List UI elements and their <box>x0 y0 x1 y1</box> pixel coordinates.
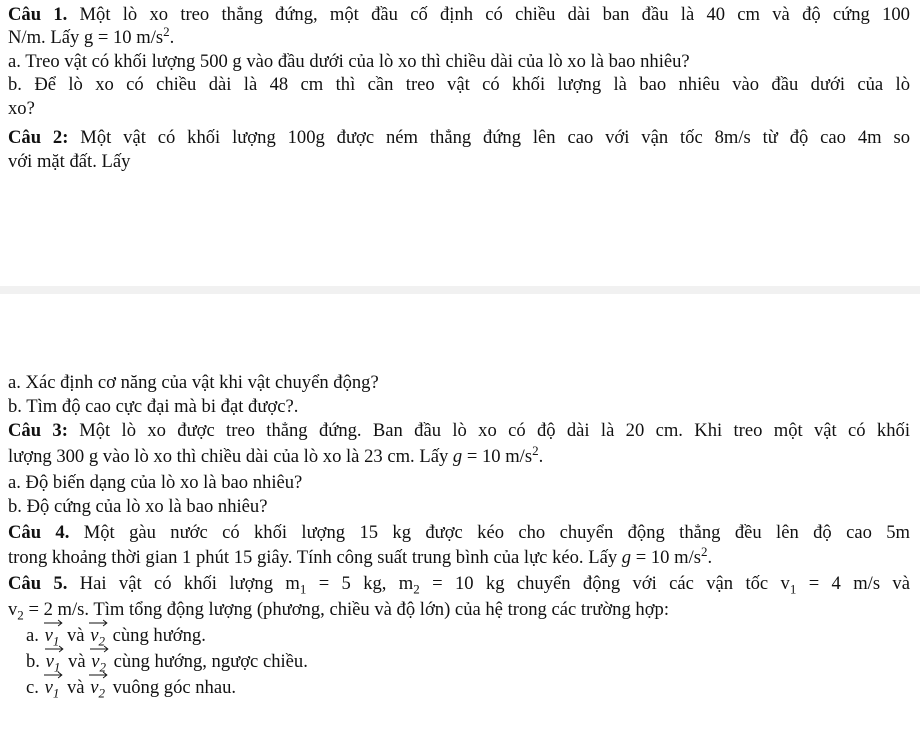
vector-v2-c <box>89 677 108 699</box>
vector-arrow-icon <box>44 671 63 679</box>
v2-subscript: 2 <box>98 633 105 649</box>
vector-arrow-icon <box>45 645 64 653</box>
q5-text-2a: v <box>8 599 18 620</box>
q5-label: Câu 5. <box>8 573 68 594</box>
q5-part-b <box>26 651 308 673</box>
q4-g-value: = 10 m/s <box>631 547 701 568</box>
vector-arrow-icon <box>89 671 108 679</box>
q4-exponent: 2 <box>700 543 708 559</box>
separator-band <box>0 286 920 294</box>
q5-sub-m2: 2 <box>413 581 420 597</box>
q5-part-c-prefix: c. <box>26 677 44 698</box>
q5-part-a-text: cùng hướng. <box>107 625 206 646</box>
q3-text-2: lượng 300 g vào lò xo thì chiều dài của lò xo là 23 cm. Lấy <box>8 446 453 467</box>
vector-arrow-icon <box>44 619 63 627</box>
q3-part-b: b. Độ cứng của lò xo là bao nhiêu? <box>8 496 268 517</box>
q5-part-a-prefix: a. <box>26 625 44 646</box>
v1-subscript: 1 <box>52 685 60 701</box>
q5-text-1d: = 4 m/s và <box>796 573 910 594</box>
q4-line-1 <box>8 522 910 544</box>
q1-part-b-line-2: xo? <box>8 98 35 119</box>
vector-arrow-icon <box>90 645 109 653</box>
q4-label: Câu 4. <box>8 522 70 543</box>
q2-label: Câu 2: <box>8 127 69 148</box>
q5-text-1a: Hai vật có khối lượng m <box>67 573 300 594</box>
q3-line-2 <box>8 442 544 468</box>
v1-symbol: v <box>45 651 54 672</box>
v2-symbol: v <box>91 651 100 672</box>
q1-text-2: N/m. Lấy g = 10 m/s <box>8 27 164 48</box>
vector-v1-a <box>44 625 63 647</box>
q3-text-2-end: . <box>538 446 544 467</box>
q5-line-1 <box>8 573 910 595</box>
q3-text-1: Một lò xo được treo thẳng đứng. Ban đầu lò xo có độ dài là 20 cm. Khi treo một vật có khối <box>67 420 910 441</box>
q5-part-a <box>26 625 206 647</box>
q5-sub-m1: 1 <box>299 581 307 597</box>
q1-label: Câu 1. <box>8 4 68 25</box>
q5-sub-v2: 2 <box>17 607 24 623</box>
vector-v1-c <box>44 677 63 699</box>
q5-part-c <box>26 677 236 699</box>
q5-part-c-text: vuông góc nhau. <box>107 677 237 698</box>
q5-part-b-and: và <box>63 651 91 672</box>
q5-part-b-prefix: b. <box>26 651 45 672</box>
q2-part-a: a. Xác định cơ năng của vật khi vật chuyển động? <box>8 372 379 393</box>
q3-part-a: a. Độ biến dạng của lò xo là bao nhiêu? <box>8 472 303 493</box>
q1-part-a: a. Treo vật có khối lượng 500 g vào đầu dưới của lò xo thì chiều dài của lò xo là bao nhiêu? <box>8 51 690 72</box>
q1-part-b-line-1: b. Để lò xo có chiều dài là 48 cm thì cần treo vật có khối lượng là bao nhiêu vào đầu dưới của lò <box>8 74 910 95</box>
q1-line-1 <box>8 4 910 26</box>
q1-text-2-end: . <box>169 27 175 48</box>
v2-symbol: v <box>90 677 99 698</box>
q1-text-1: Một lò xo treo thẳng đứng, một đầu cố định có chiều dài ban đầu là 40 cm và độ cứng 100 <box>67 4 910 25</box>
v1-symbol: v <box>44 677 53 698</box>
q5-line-2 <box>8 599 669 621</box>
q4-text-2-end: . <box>707 547 713 568</box>
vector-v2-b <box>90 651 109 673</box>
q5-text-1c: = 10 kg chuyển động với các vận tốc v <box>419 573 790 594</box>
vector-v1-b <box>45 651 64 673</box>
q5-text-1b: = 5 kg, m <box>306 573 414 594</box>
q1-line-2 <box>8 23 175 49</box>
v1-symbol: v <box>44 625 53 646</box>
vector-arrow-icon <box>89 619 108 627</box>
q5-part-a-and: và <box>62 625 90 646</box>
q2-text-1: Một vật có khối lượng 100g được ném thẳng đứng lên cao với vận tốc 8m/s từ độ cao 4m so <box>68 127 910 148</box>
q4-text-2: trong khoảng thời gian 1 phút 15 giây. Tính công suất trung bình của lực kéo. Lấy <box>8 547 622 568</box>
q5-text-2b: = 2 m/s. Tìm tổng động lượng (phương, chiều và độ lớn) của hệ trong các trường hợp: <box>23 599 669 620</box>
q3-g-symbol: g <box>452 446 463 467</box>
q4-line-2 <box>8 543 713 569</box>
q4-text-1: Một gàu nước có khối lượng 15 kg được kéo cho chuyển động thẳng đều lên độ cao 5m <box>69 522 910 543</box>
q2-part-b: b. Tìm độ cao cực đại mà bi đạt được?. <box>8 396 299 417</box>
q4-g-symbol: g <box>621 547 632 568</box>
q5-part-b-text: cùng hướng, ngược chiều. <box>109 651 308 672</box>
v2-subscript: 2 <box>99 659 107 675</box>
q1-exponent: 2 <box>163 23 170 39</box>
q3-line-1 <box>8 420 910 442</box>
q5-part-c-and: và <box>62 677 90 698</box>
q3-label: Câu 3: <box>8 420 68 441</box>
q3-exponent: 2 <box>532 442 539 458</box>
v2-subscript: 2 <box>98 685 105 701</box>
v2-symbol: v <box>90 625 99 646</box>
q3-g-value: = 10 m/s <box>462 446 533 467</box>
v1-subscript: 1 <box>52 633 60 649</box>
q2-line-2: với mặt đất. Lấy <box>8 151 131 172</box>
vector-v2-a <box>89 625 108 647</box>
v1-subscript: 1 <box>53 659 61 675</box>
q2-line-1 <box>8 127 910 149</box>
q5-sub-v1: 1 <box>789 581 797 597</box>
